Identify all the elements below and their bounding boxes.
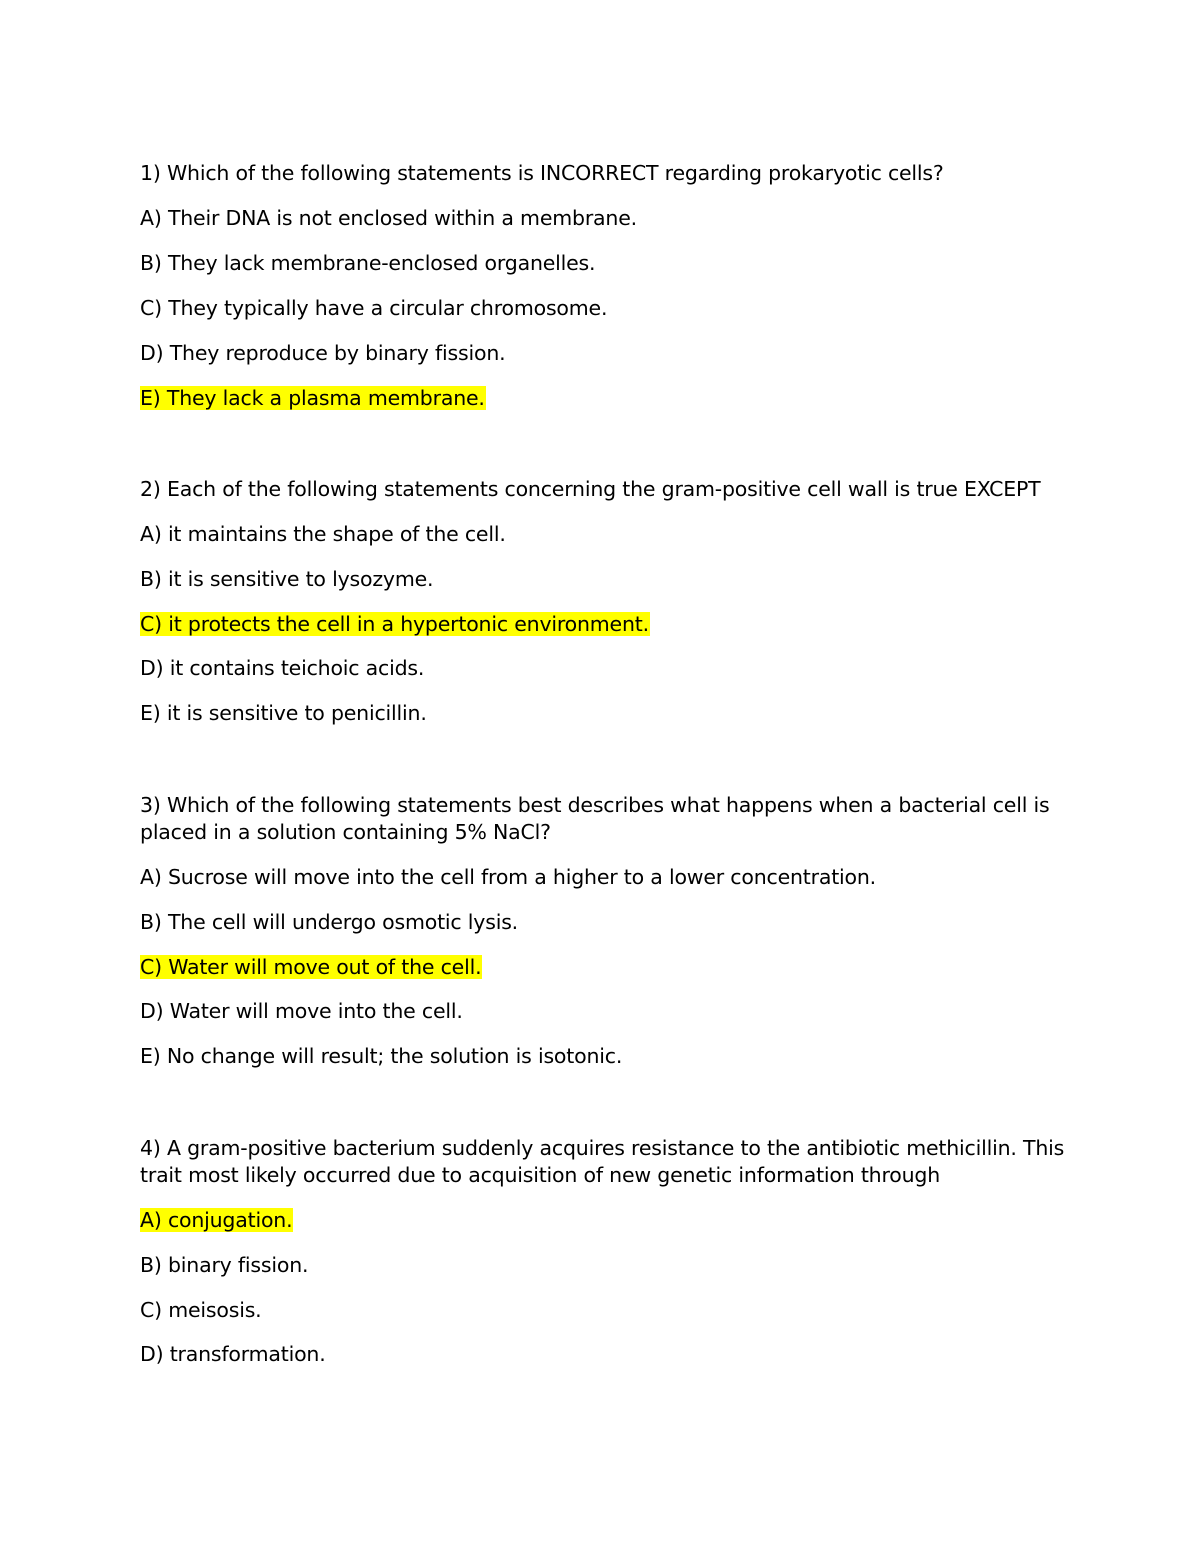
answer-option: D) it contains teichoic acids. xyxy=(140,656,425,680)
answer-option-highlighted xyxy=(140,954,1070,981)
answer-option: E) No change will result; the solution is isotonic. xyxy=(140,1044,623,1068)
question-stem-line: 3) Which of the following statements best describes what happens when a bacterial cell is xyxy=(140,793,1050,817)
answer-highlight: A) conjugation. xyxy=(140,1208,293,1232)
answer-option: B) binary fission. xyxy=(140,1253,309,1277)
answer-option: D) transformation. xyxy=(140,1342,326,1366)
answer-option-highlighted xyxy=(140,385,1070,412)
answer-option: E) it is sensitive to penicillin. xyxy=(140,701,427,725)
answer-highlight: C) it protects the cell in a hypertonic environment. xyxy=(140,612,649,636)
answer-option: A) Their DNA is not enclosed within a membrane. xyxy=(140,206,637,230)
answer-option: A) it maintains the shape of the cell. xyxy=(140,522,506,546)
answer-option: D) They reproduce by binary fission. xyxy=(140,341,506,365)
answer-highlight: E) They lack a plasma membrane. xyxy=(140,386,485,410)
question-stem-line: 4) A gram-positive bacterium suddenly acquires resistance to the antibiotic methicillin. This xyxy=(140,1136,1065,1160)
answer-option: B) They lack membrane-enclosed organelles. xyxy=(140,251,596,275)
question-stem: 2) Each of the following statements concerning the gram-positive cell wall is true EXCEPT xyxy=(140,477,1041,501)
question-stem-line: placed in a solution containing 5% NaCl? xyxy=(140,820,551,844)
answer-highlight: C) Water will move out of the cell. xyxy=(140,955,482,979)
answer-option: C) meisosis. xyxy=(140,1298,262,1322)
answer-option-highlighted xyxy=(140,1207,1070,1234)
answer-option: A) Sucrose will move into the cell from a higher to a lower concentration. xyxy=(140,865,877,889)
answer-option: B) it is sensitive to lysozyme. xyxy=(140,567,434,591)
question-stem: 1) Which of the following statements is INCORRECT regarding prokaryotic cells? xyxy=(140,161,944,185)
answer-option: C) They typically have a circular chromosome. xyxy=(140,296,608,320)
answer-option: D) Water will move into the cell. xyxy=(140,999,463,1023)
answer-option-highlighted xyxy=(140,611,1070,638)
question-stem-line: trait most likely occurred due to acquisition of new genetic information through xyxy=(140,1163,940,1187)
answer-option: B) The cell will undergo osmotic lysis. xyxy=(140,910,518,934)
